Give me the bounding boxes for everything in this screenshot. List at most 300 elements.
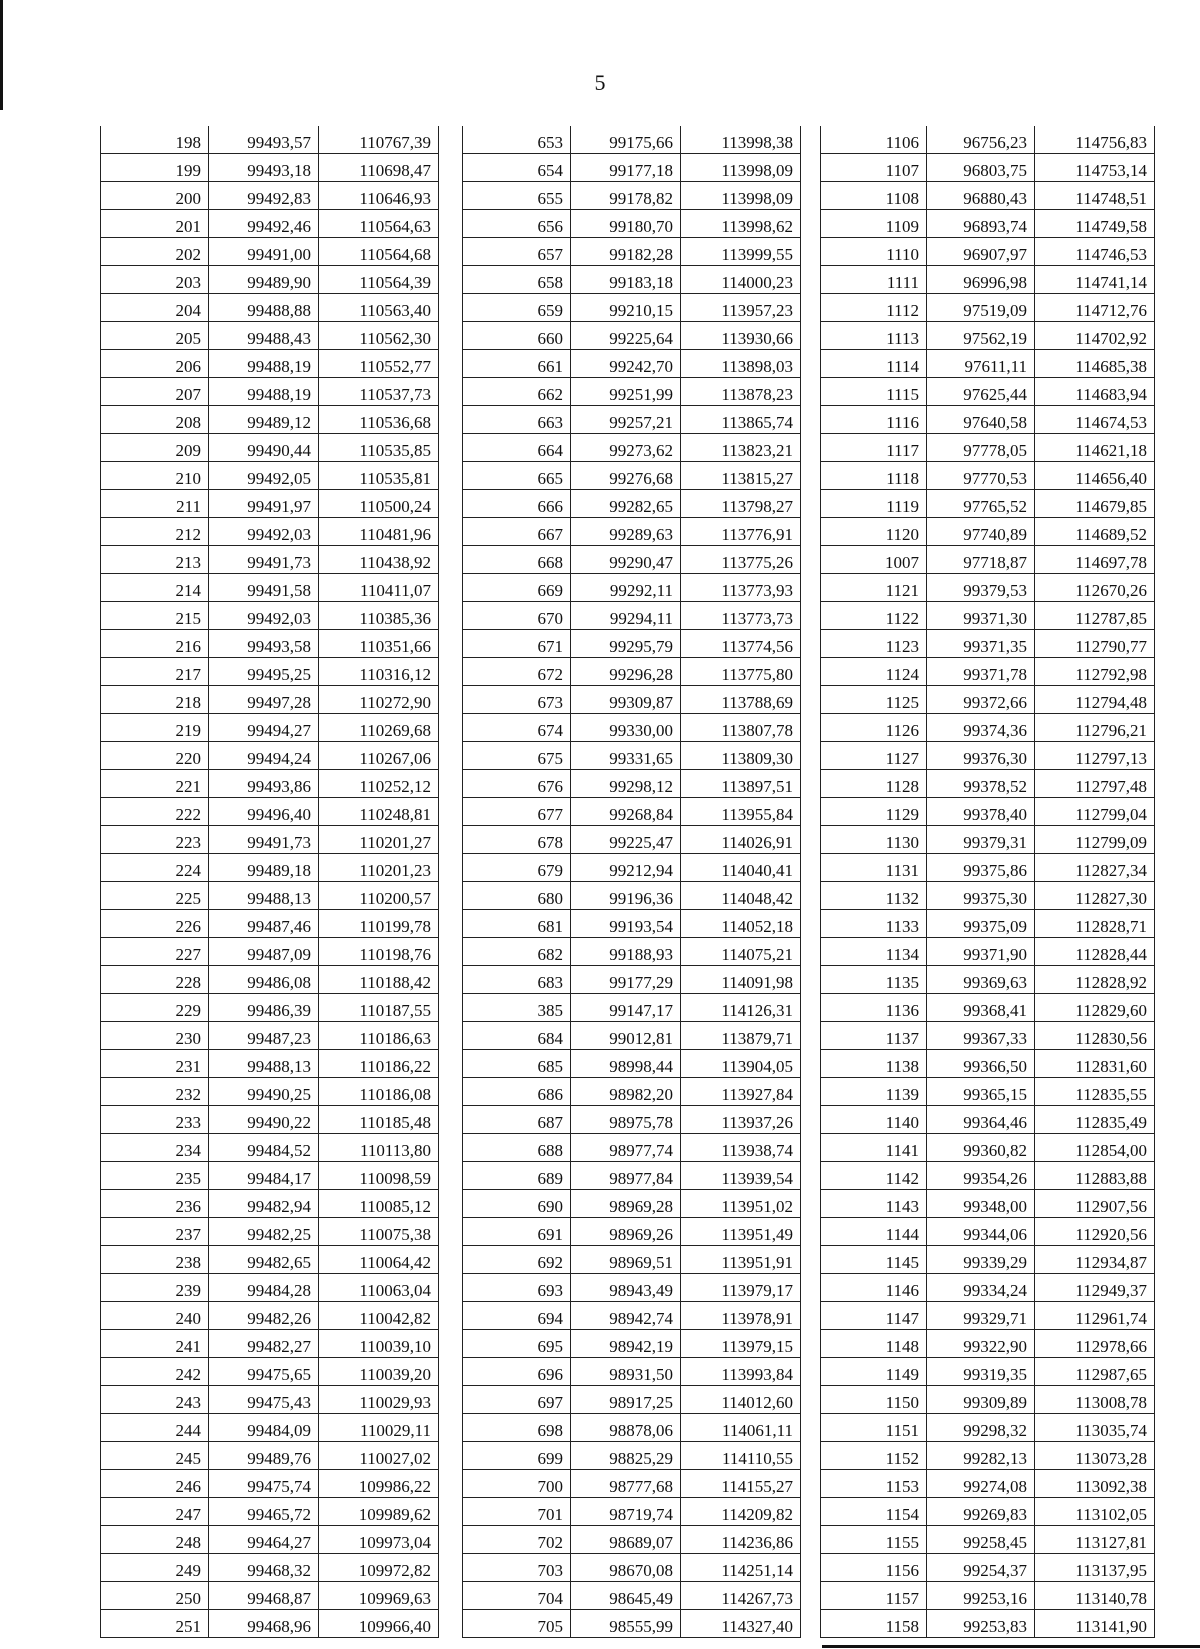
y-coordinate-cell: 113073,28 [1035,1442,1155,1470]
y-coordinate-cell: 114110,55 [681,1442,801,1470]
point-number-cell: 664 [463,434,571,462]
point-number-cell: 653 [463,126,571,154]
x-coordinate-cell: 99495,25 [209,658,319,686]
point-number-cell: 240 [101,1302,209,1330]
table-row [101,266,439,294]
x-coordinate-cell: 99487,46 [209,910,319,938]
table-row [463,238,801,266]
x-coordinate-cell: 99367,33 [927,1022,1035,1050]
point-number-cell: 1139 [821,1078,927,1106]
y-coordinate-cell: 112987,65 [1035,1358,1155,1386]
y-coordinate-cell: 113879,71 [681,1022,801,1050]
table-row [821,1582,1155,1610]
x-coordinate-cell: 99378,52 [927,770,1035,798]
table-row [821,994,1155,1022]
table-row [463,826,801,854]
x-coordinate-cell: 99488,13 [209,1050,319,1078]
table-row [463,1330,801,1358]
y-coordinate-cell: 114091,98 [681,966,801,994]
point-number-cell: 1155 [821,1526,927,1554]
point-number-cell: 206 [101,350,209,378]
table-row [463,1554,801,1582]
point-number-cell: 1154 [821,1498,927,1526]
y-coordinate-cell: 114679,85 [1035,490,1155,518]
table-row [463,490,801,518]
table-row [101,238,439,266]
y-coordinate-cell: 114741,14 [1035,266,1155,294]
x-coordinate-cell: 99482,65 [209,1246,319,1274]
x-coordinate-cell: 99475,74 [209,1470,319,1498]
point-number-cell: 220 [101,742,209,770]
table-row [101,350,439,378]
table-row [463,266,801,294]
y-coordinate-cell: 113951,49 [681,1218,801,1246]
x-coordinate-cell: 96803,75 [927,154,1035,182]
y-coordinate-cell: 112828,92 [1035,966,1155,994]
point-number-cell: 683 [463,966,571,994]
x-coordinate-cell: 99290,47 [571,546,681,574]
x-coordinate-cell: 99348,00 [927,1190,1035,1218]
x-coordinate-cell: 99183,18 [571,266,681,294]
table-row [463,1526,801,1554]
table-row [101,294,439,322]
point-number-cell: 654 [463,154,571,182]
x-coordinate-cell: 99371,90 [927,938,1035,966]
y-coordinate-cell: 113978,91 [681,1302,801,1330]
point-number-cell: 1106 [821,126,927,154]
point-number-cell: 218 [101,686,209,714]
table-row [821,378,1155,406]
point-number-cell: 1119 [821,490,927,518]
y-coordinate-cell: 109989,62 [319,1498,439,1526]
x-coordinate-cell: 99298,32 [927,1414,1035,1442]
point-number-cell: 1153 [821,1470,927,1498]
table-row [821,826,1155,854]
point-number-cell: 1007 [821,546,927,574]
y-coordinate-cell: 110438,92 [319,546,439,574]
y-coordinate-cell: 112797,13 [1035,742,1155,770]
y-coordinate-cell: 110199,78 [319,910,439,938]
point-number-cell: 247 [101,1498,209,1526]
y-coordinate-cell: 112799,04 [1035,798,1155,826]
point-number-cell: 687 [463,1106,571,1134]
coordinates-table-2 [462,126,801,1638]
y-coordinate-cell: 113898,03 [681,350,801,378]
point-number-cell: 655 [463,182,571,210]
x-coordinate-cell: 99482,25 [209,1218,319,1246]
point-number-cell: 211 [101,490,209,518]
table-row [821,126,1155,154]
x-coordinate-cell: 99177,18 [571,154,681,182]
y-coordinate-cell: 110186,63 [319,1022,439,1050]
x-coordinate-cell: 98969,26 [571,1218,681,1246]
table-row [821,1302,1155,1330]
y-coordinate-cell: 112961,74 [1035,1302,1155,1330]
table-row [463,630,801,658]
x-coordinate-cell: 99147,17 [571,994,681,1022]
x-coordinate-cell: 99276,68 [571,462,681,490]
x-coordinate-cell: 99296,28 [571,658,681,686]
y-coordinate-cell: 113776,91 [681,518,801,546]
point-number-cell: 1115 [821,378,927,406]
x-coordinate-cell: 99490,22 [209,1106,319,1134]
table-row [101,602,439,630]
point-number-cell: 1146 [821,1274,927,1302]
page-number: 5 [594,70,606,95]
table-row [101,1554,439,1582]
table-row [463,1134,801,1162]
point-number-cell: 691 [463,1218,571,1246]
table-row [101,1218,439,1246]
point-number-cell: 1141 [821,1134,927,1162]
x-coordinate-cell: 99491,73 [209,826,319,854]
y-coordinate-cell: 110198,76 [319,938,439,966]
x-coordinate-cell: 99488,88 [209,294,319,322]
point-number-cell: 672 [463,658,571,686]
table-row [821,546,1155,574]
x-coordinate-cell: 99282,65 [571,490,681,518]
x-coordinate-cell: 99253,83 [927,1610,1035,1638]
table-row [821,742,1155,770]
y-coordinate-cell: 110200,57 [319,882,439,910]
point-number-cell: 203 [101,266,209,294]
y-coordinate-cell: 110098,59 [319,1162,439,1190]
y-coordinate-cell: 112827,34 [1035,854,1155,882]
x-coordinate-cell: 99376,30 [927,742,1035,770]
table-row [821,1106,1155,1134]
table-row [821,350,1155,378]
table-row [821,1470,1155,1498]
x-coordinate-cell: 99365,15 [927,1078,1035,1106]
point-number-cell: 249 [101,1554,209,1582]
point-number-cell: 1123 [821,630,927,658]
table-row [821,798,1155,826]
table-row [821,910,1155,938]
y-coordinate-cell: 112670,26 [1035,574,1155,602]
y-coordinate-cell: 113775,26 [681,546,801,574]
table-row [463,462,801,490]
x-coordinate-cell: 99464,27 [209,1526,319,1554]
point-number-cell: 1127 [821,742,927,770]
point-number-cell: 1149 [821,1358,927,1386]
x-coordinate-cell: 96893,74 [927,210,1035,238]
point-number-cell: 217 [101,658,209,686]
point-number-cell: 1143 [821,1190,927,1218]
x-coordinate-cell: 99319,35 [927,1358,1035,1386]
y-coordinate-cell: 110267,06 [319,742,439,770]
y-coordinate-cell: 113798,27 [681,490,801,518]
point-number-cell: 214 [101,574,209,602]
y-coordinate-cell: 113774,56 [681,630,801,658]
table-row [101,1246,439,1274]
table-row [101,434,439,462]
point-number-cell: 227 [101,938,209,966]
table-row [821,966,1155,994]
point-number-cell: 1133 [821,910,927,938]
y-coordinate-cell: 112828,71 [1035,910,1155,938]
table-row [463,1190,801,1218]
table-row [821,1134,1155,1162]
y-coordinate-cell: 110500,24 [319,490,439,518]
x-coordinate-cell: 99492,05 [209,462,319,490]
y-coordinate-cell: 113955,84 [681,798,801,826]
point-number-cell: 696 [463,1358,571,1386]
table-row [821,1162,1155,1190]
y-coordinate-cell: 110248,81 [319,798,439,826]
y-coordinate-cell: 112835,49 [1035,1106,1155,1134]
point-number-cell: 1118 [821,462,927,490]
y-coordinate-cell: 110186,22 [319,1050,439,1078]
y-coordinate-cell: 113998,09 [681,154,801,182]
point-number-cell: 1129 [821,798,927,826]
table-row [101,994,439,1022]
x-coordinate-cell: 98645,49 [571,1582,681,1610]
y-coordinate-cell: 113823,21 [681,434,801,462]
point-number-cell: 244 [101,1414,209,1442]
x-coordinate-cell: 99242,70 [571,350,681,378]
y-coordinate-cell: 114048,42 [681,882,801,910]
table-row [101,882,439,910]
x-coordinate-cell: 98969,51 [571,1246,681,1274]
point-number-cell: 1156 [821,1554,927,1582]
y-coordinate-cell: 110316,12 [319,658,439,686]
table-row [463,602,801,630]
y-coordinate-cell: 113775,80 [681,658,801,686]
point-number-cell: 1150 [821,1386,927,1414]
point-number-cell: 230 [101,1022,209,1050]
y-coordinate-cell: 112854,00 [1035,1134,1155,1162]
point-number-cell: 234 [101,1134,209,1162]
y-coordinate-cell: 109972,82 [319,1554,439,1582]
point-number-cell: 1135 [821,966,927,994]
table-row [463,882,801,910]
table-row [821,882,1155,910]
point-number-cell: 677 [463,798,571,826]
y-coordinate-cell: 110042,82 [319,1302,439,1330]
y-coordinate-cell: 110064,42 [319,1246,439,1274]
table-row [821,154,1155,182]
table-row [101,210,439,238]
table-row [101,826,439,854]
x-coordinate-cell: 99493,58 [209,630,319,658]
table-row [463,1218,801,1246]
table-row [463,1050,801,1078]
x-coordinate-cell: 99253,16 [927,1582,1035,1610]
point-number-cell: 212 [101,518,209,546]
point-number-cell: 1157 [821,1582,927,1610]
x-coordinate-cell: 99486,08 [209,966,319,994]
x-coordinate-cell: 98998,44 [571,1050,681,1078]
y-coordinate-cell: 110536,68 [319,406,439,434]
x-coordinate-cell: 99491,97 [209,490,319,518]
x-coordinate-cell: 99468,96 [209,1610,319,1638]
table-row [821,1246,1155,1274]
table-row [101,1386,439,1414]
x-coordinate-cell: 99468,87 [209,1582,319,1610]
y-coordinate-cell: 113998,38 [681,126,801,154]
point-number-cell: 229 [101,994,209,1022]
table-row [101,1190,439,1218]
point-number-cell: 238 [101,1246,209,1274]
y-coordinate-cell: 114236,86 [681,1526,801,1554]
y-coordinate-cell: 110698,47 [319,154,439,182]
table-row [101,686,439,714]
y-coordinate-cell: 112790,77 [1035,630,1155,658]
y-coordinate-cell: 112828,44 [1035,938,1155,966]
x-coordinate-cell: 98555,99 [571,1610,681,1638]
x-coordinate-cell: 99360,82 [927,1134,1035,1162]
point-number-cell: 694 [463,1302,571,1330]
x-coordinate-cell: 99329,71 [927,1302,1035,1330]
x-coordinate-cell: 99298,12 [571,770,681,798]
x-coordinate-cell: 99334,24 [927,1274,1035,1302]
y-coordinate-cell: 114621,18 [1035,434,1155,462]
table-row [101,154,439,182]
table-row [463,1582,801,1610]
y-coordinate-cell: 110537,73 [319,378,439,406]
table-row [463,434,801,462]
table-row [463,1022,801,1050]
x-coordinate-cell: 99484,17 [209,1162,319,1190]
point-number-cell: 1125 [821,686,927,714]
table-row [101,462,439,490]
y-coordinate-cell: 113140,78 [1035,1582,1155,1610]
x-coordinate-cell: 99484,52 [209,1134,319,1162]
point-number-cell: 704 [463,1582,571,1610]
point-number-cell: 1145 [821,1246,927,1274]
table-row [821,1078,1155,1106]
y-coordinate-cell: 113773,73 [681,602,801,630]
table-row [463,1414,801,1442]
table-row [101,658,439,686]
x-coordinate-cell: 97562,19 [927,322,1035,350]
point-number-cell: 684 [463,1022,571,1050]
x-coordinate-cell: 99475,43 [209,1386,319,1414]
x-coordinate-cell: 98975,78 [571,1106,681,1134]
point-number-cell: 701 [463,1498,571,1526]
x-coordinate-cell: 99488,43 [209,322,319,350]
table-row [101,1330,439,1358]
x-coordinate-cell: 99368,41 [927,994,1035,1022]
x-coordinate-cell: 97519,09 [927,294,1035,322]
y-coordinate-cell: 114026,91 [681,826,801,854]
point-number-cell: 656 [463,210,571,238]
table-row [463,854,801,882]
y-coordinate-cell: 113979,15 [681,1330,801,1358]
table-row [463,1610,801,1638]
x-coordinate-cell: 98917,25 [571,1386,681,1414]
table-row [101,910,439,938]
point-number-cell: 1109 [821,210,927,238]
table-row [101,1274,439,1302]
table-row [821,1190,1155,1218]
table-row [463,686,801,714]
y-coordinate-cell: 112797,48 [1035,770,1155,798]
point-number-cell: 1152 [821,1442,927,1470]
table-row [821,322,1155,350]
y-coordinate-cell: 110535,81 [319,462,439,490]
x-coordinate-cell: 99379,53 [927,574,1035,602]
point-number-cell: 1147 [821,1302,927,1330]
point-number-cell: 226 [101,910,209,938]
y-coordinate-cell: 109973,04 [319,1526,439,1554]
x-coordinate-cell: 99354,26 [927,1162,1035,1190]
y-coordinate-cell: 110113,80 [319,1134,439,1162]
table-row [821,1022,1155,1050]
x-coordinate-cell: 99309,89 [927,1386,1035,1414]
point-number-cell: 246 [101,1470,209,1498]
table-row [463,154,801,182]
y-coordinate-cell: 110552,77 [319,350,439,378]
table-row [821,490,1155,518]
y-coordinate-cell: 112920,56 [1035,1218,1155,1246]
table-row [101,1498,439,1526]
point-number-cell: 705 [463,1610,571,1638]
table-row [821,294,1155,322]
point-number-cell: 1114 [821,350,927,378]
table-row [463,994,801,1022]
x-coordinate-cell: 99364,46 [927,1106,1035,1134]
table-row [101,1022,439,1050]
x-coordinate-cell: 96996,98 [927,266,1035,294]
y-coordinate-cell: 113993,84 [681,1358,801,1386]
y-coordinate-cell: 114251,14 [681,1554,801,1582]
x-coordinate-cell: 99375,86 [927,854,1035,882]
point-number-cell: 666 [463,490,571,518]
x-coordinate-cell: 99484,28 [209,1274,319,1302]
x-coordinate-cell: 99371,30 [927,602,1035,630]
x-coordinate-cell: 99488,13 [209,882,319,910]
table-row [821,574,1155,602]
x-coordinate-cell: 99371,78 [927,658,1035,686]
point-number-cell: 692 [463,1246,571,1274]
x-coordinate-cell: 99486,39 [209,994,319,1022]
point-number-cell: 657 [463,238,571,266]
y-coordinate-cell: 114748,51 [1035,182,1155,210]
point-number-cell: 250 [101,1582,209,1610]
coordinates-table-1 [100,126,439,1638]
x-coordinate-cell: 99330,00 [571,714,681,742]
table-row [463,546,801,574]
y-coordinate-cell: 113999,55 [681,238,801,266]
y-coordinate-cell: 113035,74 [1035,1414,1155,1442]
x-coordinate-cell: 99482,27 [209,1330,319,1358]
point-number-cell: 1116 [821,406,927,434]
point-number-cell: 231 [101,1050,209,1078]
table-row [821,1442,1155,1470]
x-coordinate-cell: 99254,37 [927,1554,1035,1582]
x-coordinate-cell: 98942,74 [571,1302,681,1330]
point-number-cell: 248 [101,1526,209,1554]
y-coordinate-cell: 113807,78 [681,714,801,742]
table-row [463,182,801,210]
point-number-cell: 1126 [821,714,927,742]
table-row [821,1274,1155,1302]
x-coordinate-cell: 99178,82 [571,182,681,210]
point-number-cell: 1117 [821,434,927,462]
point-number-cell: 689 [463,1162,571,1190]
point-number-cell: 1110 [821,238,927,266]
point-number-cell: 693 [463,1274,571,1302]
y-coordinate-cell: 114685,38 [1035,350,1155,378]
x-coordinate-cell: 99309,87 [571,686,681,714]
y-coordinate-cell: 113951,02 [681,1190,801,1218]
x-coordinate-cell: 99331,65 [571,742,681,770]
point-number-cell: 661 [463,350,571,378]
y-coordinate-cell: 114155,27 [681,1470,801,1498]
table-row [463,1302,801,1330]
point-number-cell: 676 [463,770,571,798]
